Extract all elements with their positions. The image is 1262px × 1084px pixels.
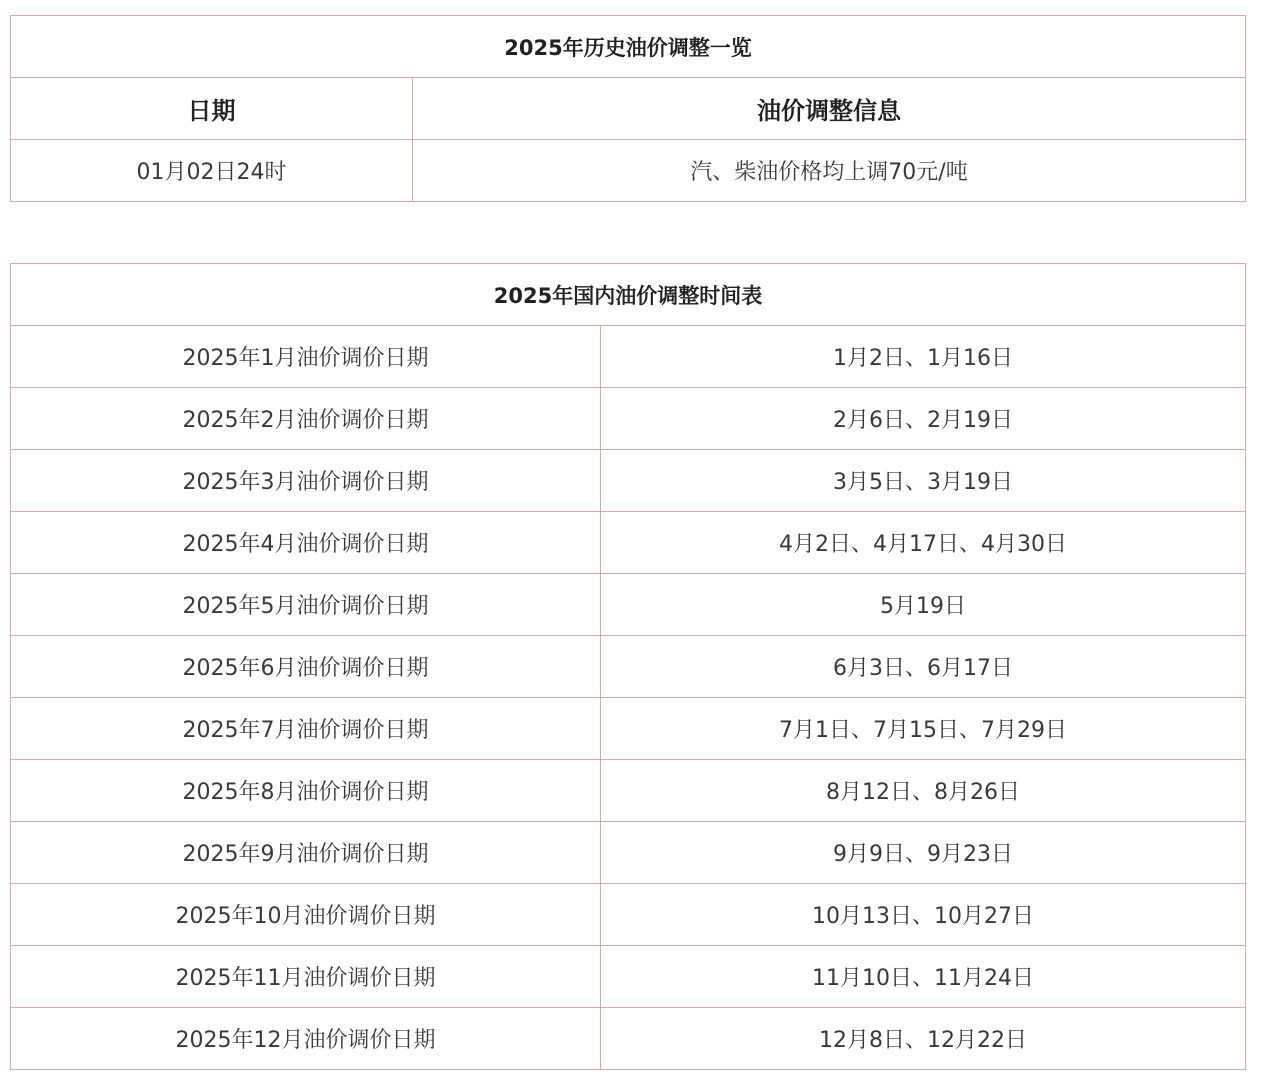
- month-cell: 2025年10月油价调价日期: [11, 884, 601, 946]
- table-row: [11, 450, 1246, 512]
- month-cell: 2025年11月油价调价日期: [11, 946, 601, 1008]
- table-row: [11, 512, 1246, 574]
- table-row: [11, 760, 1246, 822]
- table-row: [11, 140, 1246, 202]
- table-row: [11, 1008, 1246, 1070]
- table-row: [11, 884, 1246, 946]
- month-cell: 2025年2月油价调价日期: [11, 388, 601, 450]
- history-info-cell: 汽、柴油价格均上调70元/吨: [413, 140, 1246, 202]
- history-title-row: [11, 16, 1246, 78]
- dates-cell: 3月5日、3月19日: [601, 450, 1246, 512]
- table-row: [11, 636, 1246, 698]
- table-row: [11, 822, 1246, 884]
- month-cell: 2025年1月油价调价日期: [11, 326, 601, 388]
- month-cell: 2025年8月油价调价日期: [11, 760, 601, 822]
- date-column-header: 日期: [11, 78, 413, 140]
- dates-cell: 1月2日、1月16日: [601, 326, 1246, 388]
- dates-cell: 11月10日、11月24日: [601, 946, 1246, 1008]
- dates-cell: 5月19日: [601, 574, 1246, 636]
- dates-cell: 9月9日、9月23日: [601, 822, 1246, 884]
- schedule-title: 2025年国内油价调整时间表: [11, 264, 1246, 326]
- history-title: 2025年历史油价调整一览: [11, 16, 1246, 78]
- month-cell: 2025年3月油价调价日期: [11, 450, 601, 512]
- dates-cell: 7月1日、7月15日、7月29日: [601, 698, 1246, 760]
- table-row: [11, 698, 1246, 760]
- history-table: [10, 15, 1246, 202]
- table-row: [11, 574, 1246, 636]
- dates-cell: 2月6日、2月19日: [601, 388, 1246, 450]
- dates-cell: 8月12日、8月26日: [601, 760, 1246, 822]
- month-cell: 2025年12月油价调价日期: [11, 1008, 601, 1070]
- dates-cell: 10月13日、10月27日: [601, 884, 1246, 946]
- month-cell: 2025年4月油价调价日期: [11, 512, 601, 574]
- schedule-title-row: [11, 264, 1246, 326]
- history-header-row: [11, 78, 1246, 140]
- info-column-header: 油价调整信息: [413, 78, 1246, 140]
- dates-cell: 6月3日、6月17日: [601, 636, 1246, 698]
- table-row: [11, 388, 1246, 450]
- history-date-cell: 01月02日24时: [11, 140, 413, 202]
- dates-cell: 12月8日、12月22日: [601, 1008, 1246, 1070]
- table-row: [11, 946, 1246, 1008]
- table-row: [11, 326, 1246, 388]
- month-cell: 2025年9月油价调价日期: [11, 822, 601, 884]
- dates-cell: 4月2日、4月17日、4月30日: [601, 512, 1246, 574]
- schedule-table: [10, 263, 1246, 1070]
- month-cell: 2025年5月油价调价日期: [11, 574, 601, 636]
- month-cell: 2025年7月油价调价日期: [11, 698, 601, 760]
- month-cell: 2025年6月油价调价日期: [11, 636, 601, 698]
